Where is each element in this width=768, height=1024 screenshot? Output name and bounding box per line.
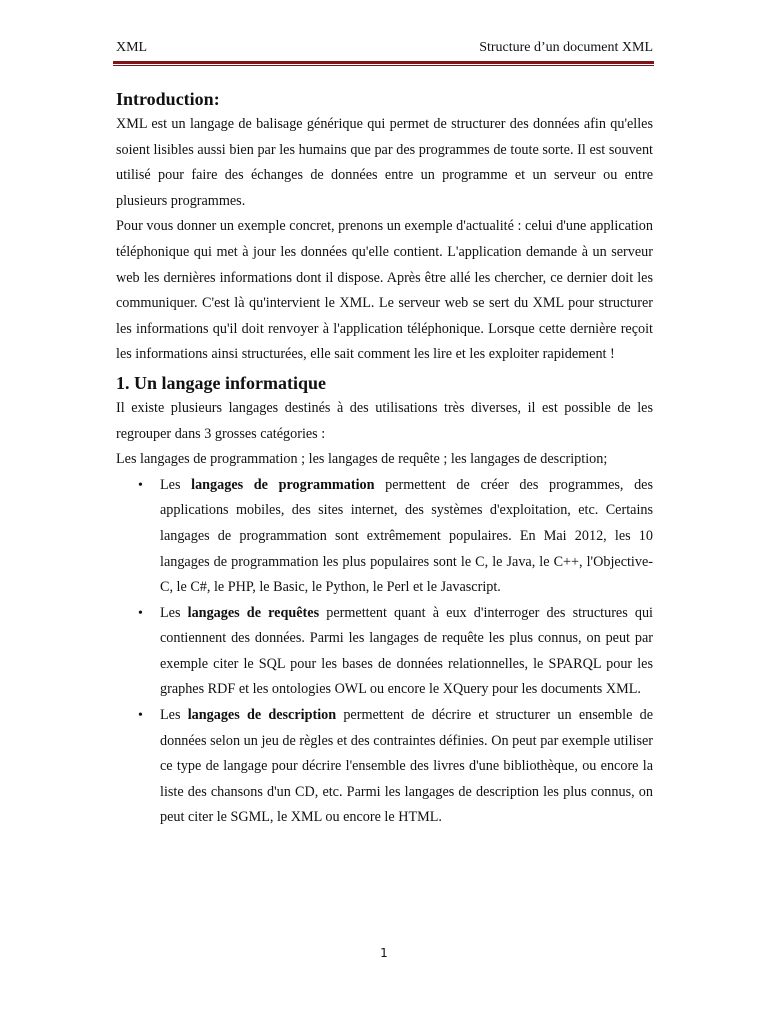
list-item-term: langages de description	[187, 707, 337, 724]
list-item-prefix: Les	[160, 604, 188, 621]
section-paragraph-1: Il existe plusieurs langages destinés à des utilisations très diverses, il est possible de les regrouper dans 3 grosses catégories :	[116, 399, 653, 442]
list-item-term: langages de programmation	[191, 476, 375, 493]
header-left: XML	[116, 40, 148, 55]
intro-heading: Introduction:	[116, 89, 220, 109]
intro-paragraph-1: XML est un langage de balisage générique qui permet de structurer des données afin qu'elles soient lisibles aussi bien par les humains que par des programmes de toute sorte. Il est souvent utilisé pour faire des échanges de données entre un programme et un serveur ou entre plusieurs programmes.	[116, 116, 653, 209]
page-content	[116, 86, 653, 831]
list-item-text: permettent quant à eux d'interroger des structures qui contiennent des données. Parmi les langages de requête les plus connus, on peut par exemple citer le SQL pour les bases de données relationnelles, le SPARQL pour les graphes RDF et les ontologies OWL ou encore le XQuery pour les documents XML.	[160, 604, 654, 698]
header-rule-thin	[113, 65, 654, 66]
intro-paragraph-2: Pour vous donner un exemple concret, prenons un exemple d'actualité : celui d'une application téléphonique qui met à jour les données qu'elle contient. L'application demande à un serveur web les dernières informations dont il dispose. Après être allé les chercher, ce dernier doit les communiquer. C'est là qu'intervient le XML. Le serveur web se sert du XML pour structurer les informations qu'il doit renvoyer à l'application téléphonique. Lorsque cette dernière reçoit les informations ainsi structurées, elle sait comment les lire et les exploiter rapidement !	[116, 218, 653, 363]
bullet-icon: •	[138, 477, 143, 493]
header-right: Structure d’un document XML	[479, 40, 653, 55]
bullet-icon: •	[138, 708, 143, 724]
list-item-programming	[116, 473, 653, 601]
list-item-text: permettent de décrire et structurer un ensemble de données selon un jeu de règles et des contraintes définies. On peut par exemple utiliser ce type de langage pour décrire l'ensemble des livres d'une bibliothèque, ou encore la liste des chansons d'un CD, etc. Parmi les langages de description les plus connus, on peut citer le SGML, le XML ou encore le HTML.	[160, 707, 653, 826]
list-item-prefix: Les	[160, 707, 188, 724]
list-item-prefix: Les	[160, 476, 192, 493]
list-item-term: langages de requêtes	[187, 604, 320, 621]
page-header	[116, 40, 653, 60]
section-heading: 1. Un langage informatique	[116, 372, 327, 393]
page-number: 1	[380, 946, 388, 960]
list-item-text: permettent de créer des programmes, des applications mobiles, des sites internet, des systèmes d'exploitation, etc. Certains langages de programmation sont extrêmement populaires. En Mai 2012, les 10 langages de programmation les plus populaires sont le C, le Java, le C++, l'Objective-C, le C#, le PHP, le Basic, le Python, le Perl et le Javascript.	[160, 476, 653, 596]
list-item-query	[116, 601, 653, 703]
section-paragraph-2: Les langages de programmation ; les langages de requête ; les langages de description;	[116, 451, 608, 468]
list-item-description	[116, 703, 653, 831]
bullet-icon: •	[138, 605, 143, 621]
language-list	[116, 473, 653, 831]
header-rule	[113, 61, 654, 64]
